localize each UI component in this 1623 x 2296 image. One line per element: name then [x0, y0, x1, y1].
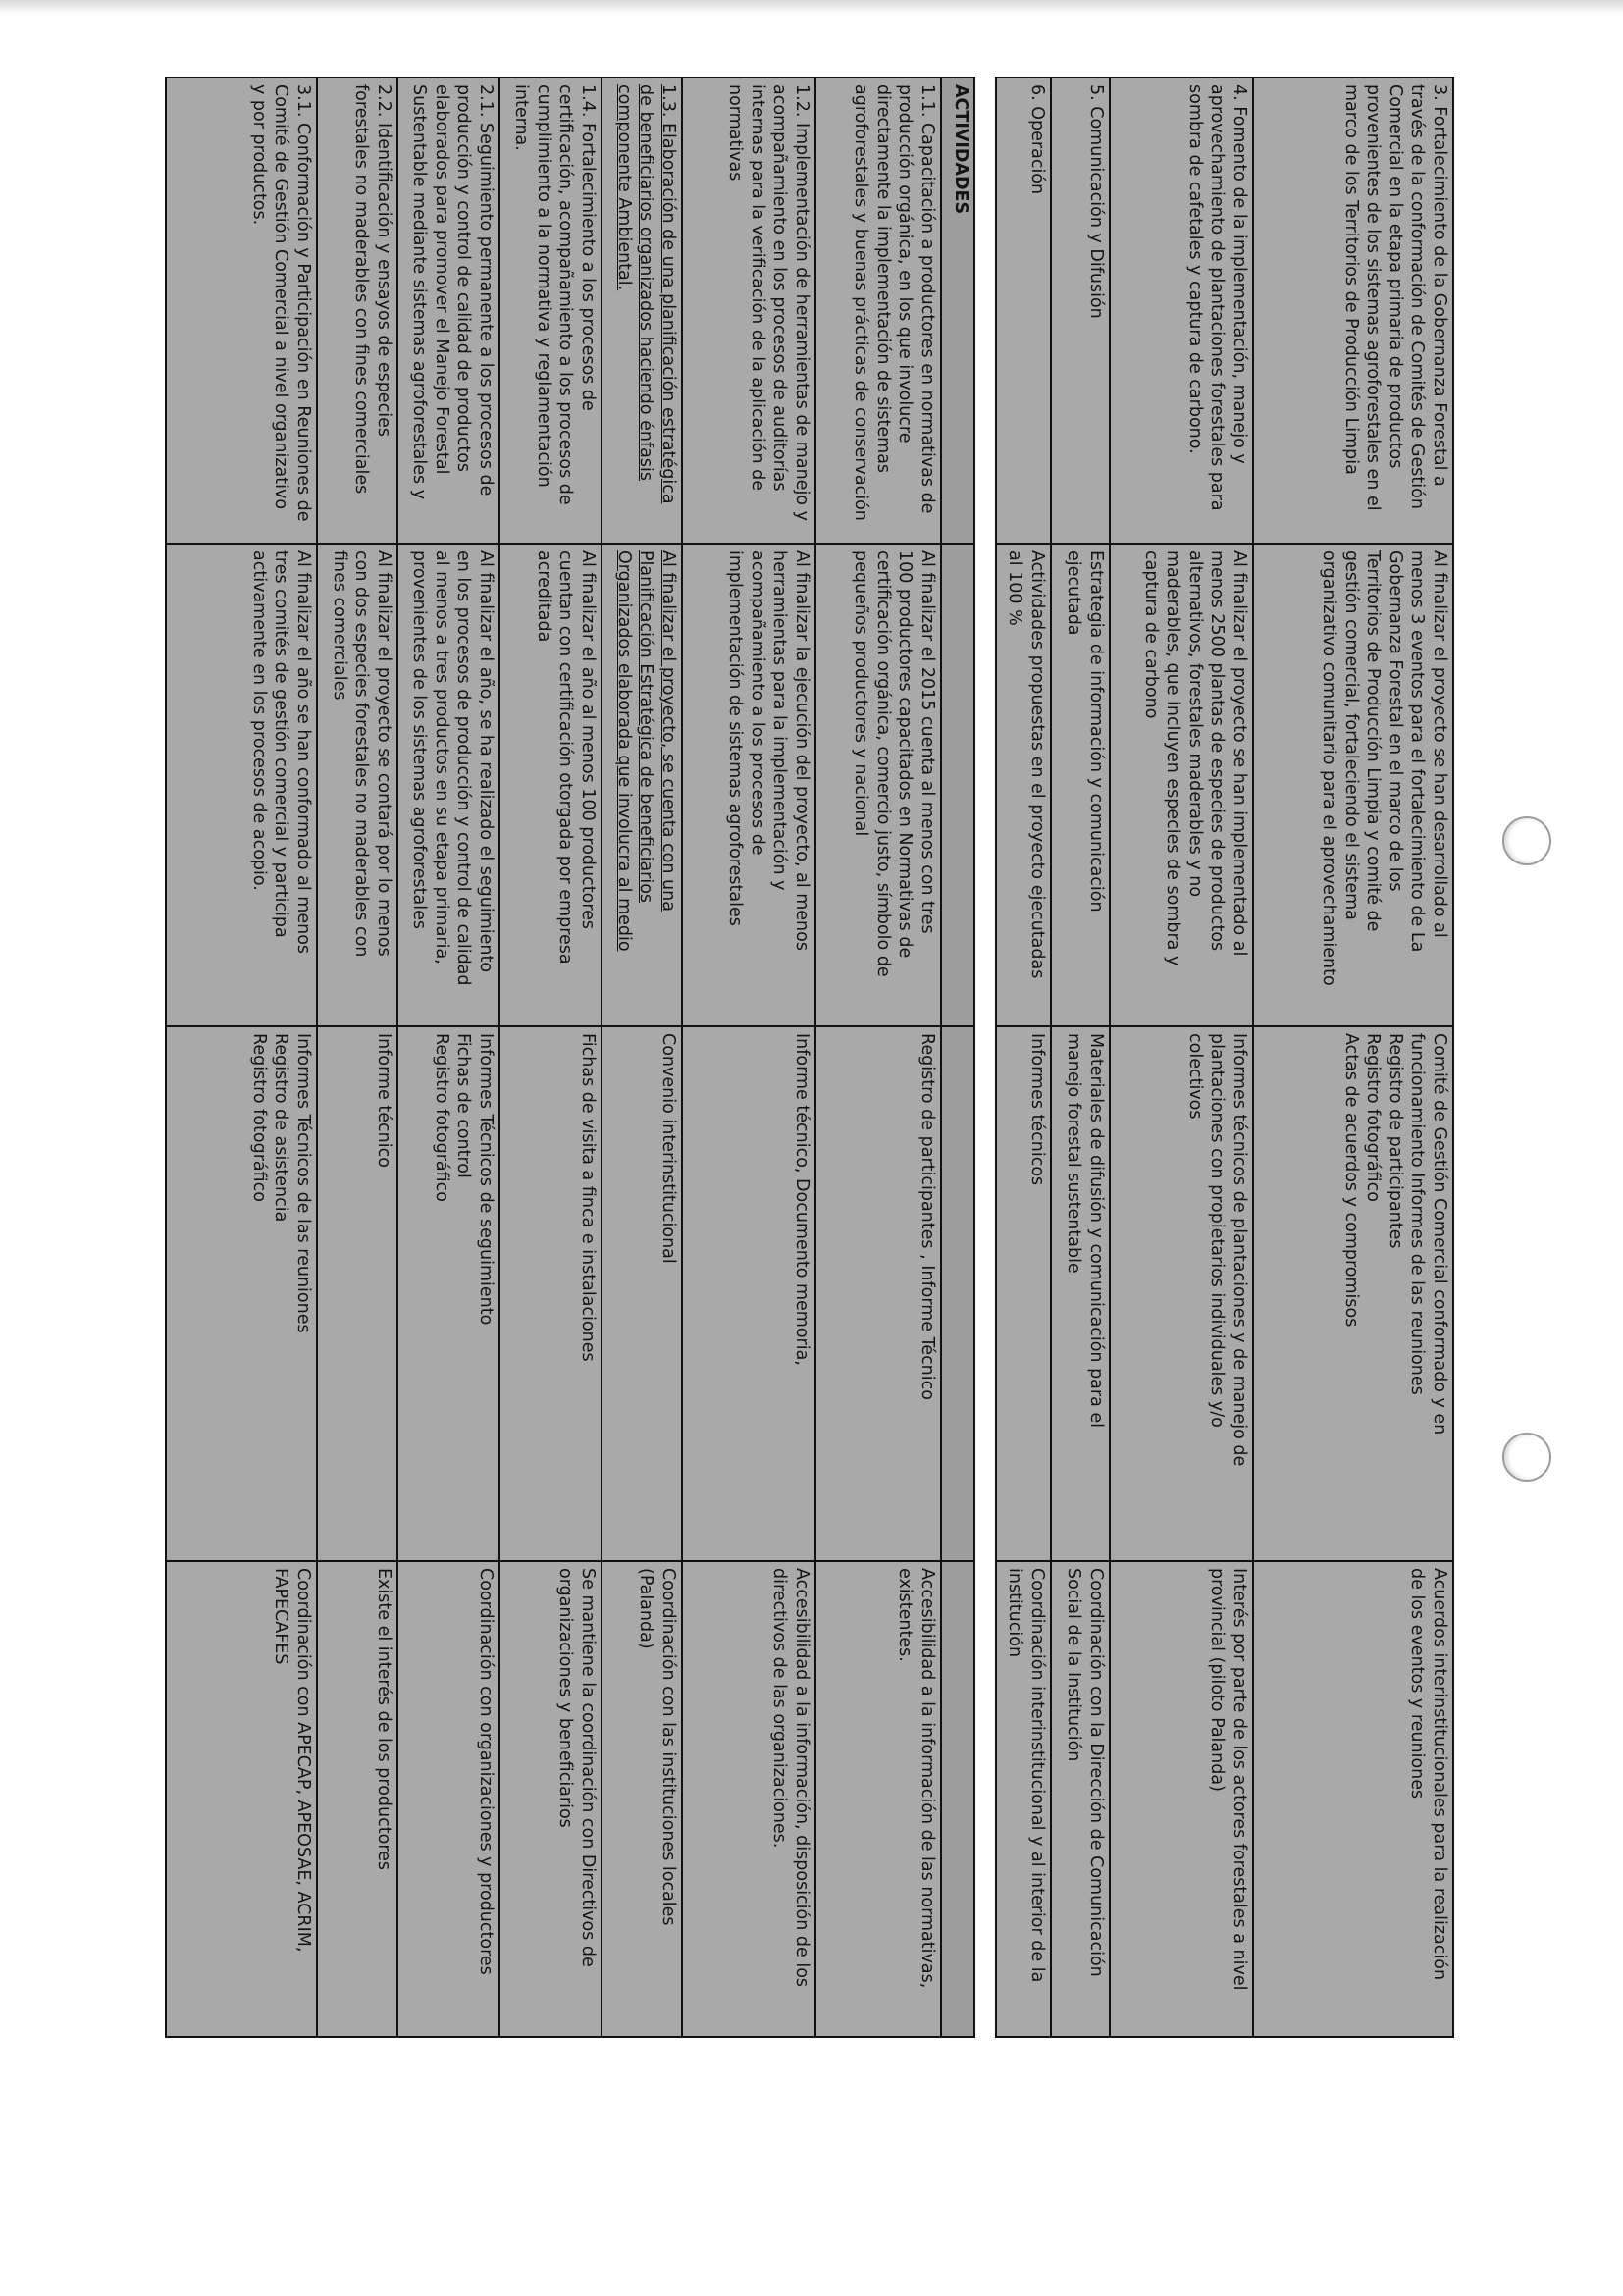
activities-heading: ACTIVIDADES — [941, 78, 974, 544]
activity-indicator-cell: Al finalizar el año al menos 100 productores cuentan con certificación otorgada por empresa acreditada — [499, 544, 602, 1026]
activity-assumptions-cell: Accesibilidad a la información de las normativas, existentes. — [815, 1561, 941, 2037]
result-assumptions-cell: Interés por parte de los actores forestales a nivel provincial (piloto Palanda) — [1110, 1561, 1253, 2037]
result-objective-cell: 6. Operación — [996, 78, 1051, 544]
activity-verification-cell: Informes Técnicos de las reuniones Registro de asistencia Registro fotográfico — [166, 1026, 317, 1561]
activity-verification-cell: Fichas de visita a finca e instalaciones — [499, 1026, 602, 1561]
result-indicator-cell: Al finalizar el proyecto se han implementado al menos 2500 plantas de especies de productos alternativos, forestales maderables y no maderables, que incluyen especies de sombra y captura de carbono — [1110, 544, 1253, 1026]
activity-cell: 2.1. Seguimiento permanente a los procesos de producción y control de calidad de productos elaborados para promover el Manejo Forestal Sustentable mediante sistemas agroforestales y — [397, 78, 499, 544]
activity-assumptions-cell: Existe el interés de los productores — [317, 1561, 397, 2037]
activity-row-2-2 — [317, 78, 397, 2037]
result-assumptions-cell: Coordinación con la Dirección de Comunicación Social de la Institución — [1051, 1561, 1110, 2037]
activity-assumptions-cell: Se mantiene la coordinación con Directivos de organizaciones y beneficiarios — [499, 1561, 602, 2037]
result-assumptions-cell: Coordinación interinstitucional y al interior de la institución — [996, 1561, 1051, 2037]
activity-indicator-cell: Al finalizar el 2015 cuenta al menos con tres 100 productores capacitados en Normativas de certificación orgánica, comercio justo, símbolo de pequeños productores y nacional — [815, 544, 941, 1026]
result-indicator-cell: Al finalizar el proyecto se han desarrollado al menos 3 eventos para el fortalecimiento de La Gobernanza Forestal en el marco de los Territorios de Producción Limpia y comité de gestión comercial, fortaleciendo el sistema organizativo comunitario para el aprovechamiento — [1253, 544, 1453, 1026]
activity-assumptions-cell: Coordinación con APECAP, APEOSAE, ACRIM, FAPECAFES — [166, 1561, 317, 2037]
empty-cell — [941, 1026, 974, 1561]
spacer-cell — [974, 78, 996, 2037]
result-verification-cell: Informes técnicos — [996, 1026, 1051, 1561]
result-indicator-cell: Estrategia de información y comunicación ejecutada — [1051, 544, 1110, 1026]
rotated-table-container — [167, 77, 1454, 2036]
activity-row-1-3 — [602, 78, 682, 2037]
activity-cell: 3.1. Conformación y Participación en Reuniones de Comité de Gestión Comercial a nivel organizativo y por productos. — [166, 78, 317, 544]
activity-verification-cell: Convenio interinstitucional — [602, 1026, 682, 1561]
result-row-4 — [1110, 78, 1253, 2037]
activity-verification-cell: Informes Técnicos de seguimiento Fichas de control Registro fotográfico — [397, 1026, 499, 1561]
result-row-3 — [1253, 78, 1453, 2037]
result-objective-cell: 4. Fomento de la implementación, manejo y aprovechamiento de plantaciones forestales para sombra de cafetales y captura de carbono. — [1110, 78, 1253, 544]
activity-row-2-1 — [397, 78, 499, 2037]
result-verification-cell: Comité de Gestión Comercial conformado y en funcionamiento Informes de las reuniones Registro de participantes Registro fotográfico Actas de acuerdos y compromisos — [1253, 1026, 1453, 1561]
result-objective-cell: 3. Fortalecimiento de la Gobernanza Forestal a través de la conformación de Comités de Gestión Comercial en la etapa primaria de productos provenientes de los sistemas agroforestales en el marco de los Territorios de Producción Limpia — [1253, 78, 1453, 544]
punch-hole — [1502, 1433, 1551, 1482]
result-row-5 — [1051, 78, 1110, 2037]
activity-cell: 2.2. Identificación y ensayos de especies forestales no maderables con fines comerciales — [317, 78, 397, 544]
result-verification-cell: Materiales de difusión y comunicación para el manejo forestal sustentable — [1051, 1026, 1110, 1561]
activity-cell: 1.3. Elaboración de una planificación estratégica de beneficiarios organizados haciendo énfasis componente Ambiental. — [602, 78, 682, 544]
activity-indicator-cell: Al finalizar la ejecución del proyecto, al menos herramientas para la implementación y acompañamiento a los procesos de implementación de sistemas agroforestales — [682, 544, 815, 1026]
activity-row-3-1 — [166, 78, 317, 2037]
activity-verification-cell: Registro de participantes , Informe Técnico — [815, 1026, 941, 1561]
activity-cell: 1.1. Capacitación a productores en normativas de producción orgánica, en los que involucre directamente la implementación de sistemas agroforestales y buenas prácticas de conservación — [815, 78, 941, 544]
activity-row-1-2 — [682, 78, 815, 2037]
activity-indicator-cell: Al finalizar el proyecto se contará por lo menos con dos especies forestales no maderables con fines comerciales — [317, 544, 397, 1026]
activity-cell: 1.4. Fortalecimiento a los procesos de certificación, acompañamiento a los procesos de cumplimiento a la normativa y reglamentación interna. — [499, 78, 602, 544]
activity-indicator-cell: Al finalizar el proyecto, se cuenta con una Planificación Estratégica de beneficiarios Organizados elaborada que involucra al medio — [602, 544, 682, 1026]
activity-cell: 1.2. Implementación de herramientas de manejo y acompañamiento en los procesos de auditorías internas para la verificación de la aplicación de normativas — [682, 78, 815, 544]
result-assumptions-cell: Acuerdos interinstitucionales para la realización de los eventos y reuniones — [1253, 1561, 1453, 2037]
activity-verification-cell: Informe técnico — [317, 1026, 397, 1561]
activity-row-1-1 — [815, 78, 941, 2037]
activity-assumptions-cell: Coordinación con organizaciones y productores — [397, 1561, 499, 2037]
activity-assumptions-cell: Accesibilidad a la información, disposición de los directivos de las organizaciones. — [682, 1561, 815, 2037]
activity-verification-cell: Informe técnico, Documento memoria, — [682, 1026, 815, 1561]
result-row-6 — [996, 78, 1051, 2037]
result-objective-cell: 5. Comunicación y Difusión — [1051, 78, 1110, 544]
result-verification-cell: Informes técnicos de plantaciones y de manejo de plantaciones con propietarios individuales y/o colectivos — [1110, 1026, 1253, 1561]
punch-hole — [1502, 816, 1551, 865]
logical-framework-table — [165, 77, 1454, 2038]
scan-top-shadow — [0, 0, 1623, 14]
result-indicator-cell: Actividades propuestas en el proyecto ejecutadas al 100 % — [996, 544, 1051, 1026]
activity-indicator-cell: Al finalizar el año, se ha realizado el seguimiento en los procesos de producción y control de calidad al menos a tres productos en su etapa primaria, provenientes de los sistemas agroforestales — [397, 544, 499, 1026]
activity-assumptions-cell: Coordinación con las instituciones locales (Palanda) — [602, 1561, 682, 2037]
activity-indicator-cell: Al finalizar el año se han conformado al menos tres comités de gestión comercial y participa activamente en los procesos de acopio. — [166, 544, 317, 1026]
table-spacer — [974, 78, 996, 2037]
activity-row-1-4 — [499, 78, 602, 2037]
activities-heading-row — [941, 78, 974, 2037]
empty-cell — [941, 1561, 974, 2037]
empty-cell — [941, 544, 974, 1026]
